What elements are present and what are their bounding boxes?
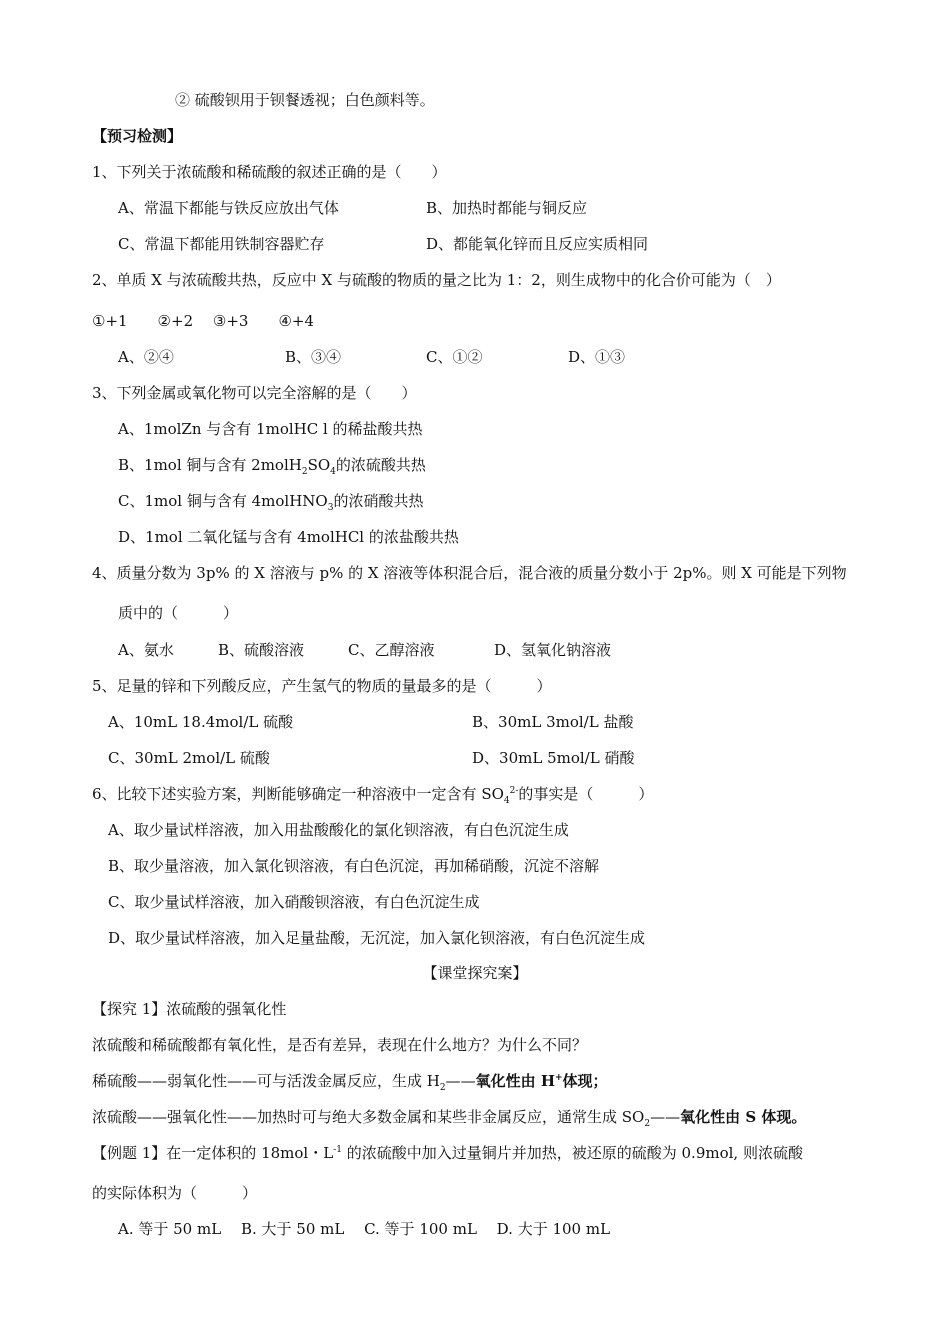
q5-option-c: C、30mL 2mol/L 硫酸 — [108, 749, 270, 767]
q1-option-b: B、加热时都能与铜反应 — [426, 199, 588, 217]
q3-option-b: B、1mol 铜与含有 $2molH_2SO_4$的浓硫酸共热 — [118, 456, 426, 477]
intro-line: ② 硫酸钡用于钡餐透视；白色颜料等。 — [175, 91, 435, 109]
explore1-question: 浓硫酸和稀硫酸都有氧化性，是否有差异，表现在什么地方？为什么不同？ — [92, 1036, 588, 1054]
example1-line1: 【例题 1】在一定体积的 18mol・$L^{-1}$ 的浓硫酸中加入过量铜片并加热，被还原的硫酸为 0.9mol, 则浓硫酸 — [92, 1144, 803, 1162]
q4-option-d: D、氢氧化钠溶液 — [494, 641, 612, 659]
q6-stem: 6、比较下述实验方案，判断能够确定一种溶液中一定含有 $SO_4^{2-}$的事实是（ ） — [92, 785, 654, 806]
q2-option-b: B、③④ — [285, 348, 342, 366]
explore1-dilute-line: 稀硫酸——弱氧化性——可与活泼金属反应，生成 $H_2——$氧化性由 H+体现； — [92, 1072, 608, 1093]
q5-option-a: A、10mL 18.4mol/L 硫酸 — [108, 713, 294, 731]
q1-option-c: C、常温下都能用铁制容器贮存 — [118, 235, 325, 253]
q2-stem: 2、单质 X 与浓硫酸共热，反应中 X 与硫酸的物质的量之比为 1：2，则生成物中的化合价可能为（ ） — [92, 271, 781, 289]
example1-options: A. 等于 50 mL B. 大于 50 mL C. 等于 100 mL D. 大于 100 mL — [118, 1220, 611, 1238]
q4-option-a: A、氨水 — [118, 641, 174, 659]
q3-stem: 3、下列金属或氧化物可以完全溶解的是（ ） — [92, 384, 417, 402]
q3-option-c: C、1mol 铜与含有 4molHNO$_3$的浓硝酸共热 — [118, 492, 424, 513]
q2-values: ①+1 ②+2 ③+3 ④+4 — [92, 312, 315, 330]
q6-option-a: A、取少量试样溶液，加入用盐酸酸化的氯化钡溶液，有白色沉淀生成 — [108, 821, 569, 839]
q5-option-d: D、30mL 5mol/L 硝酸 — [472, 749, 635, 767]
q6-option-b: B、取少量溶液，加入氯化钡溶液，有白色沉淀，再加稀硝酸，沉淀不溶解 — [108, 857, 600, 875]
q5-option-b: B、30mL 3mol/L 盐酸 — [472, 713, 634, 731]
explore1-concentrated-line: 浓硫酸——强氧化性——加热时可与绝大多数金属和某些非金属反应，通常生成 $SO_2——$氧化性由 S 体现。 — [92, 1108, 807, 1129]
q4-stem: 4、质量分数为 3p% 的 X 溶液与 p% 的 X 溶液等体积混合后，混合液的质量分数小于 2p%。则 X 可能是下列物 — [92, 564, 847, 582]
q1-option-a: A、常温下都能与铁反应放出气体 — [118, 199, 339, 217]
q4-option-c: C、乙醇溶液 — [348, 641, 435, 659]
class-heading: 【课堂探究案】 — [422, 964, 528, 982]
example1-line2: 的实际体积为（ ） — [92, 1184, 258, 1202]
q1-stem: 1、下列关于浓硫酸和稀硫酸的叙述正确的是（ ） — [92, 163, 447, 181]
q1-option-d: D、都能氧化锌而且反应实质相同 — [426, 235, 649, 253]
q6-option-c: C、取少量试样溶液，加入硝酸钡溶液，有白色沉淀生成 — [108, 893, 480, 911]
q2-option-d: D、①③ — [568, 348, 626, 366]
q3-option-a: A、1molZn 与含有 1molHC l 的稀盐酸共热 — [118, 420, 423, 438]
q2-option-c: C、①② — [426, 348, 483, 366]
q5-stem: 5、足量的锌和下列酸反应，产生氢气的物质的量最多的是（ ） — [92, 677, 552, 695]
q6-option-d: D、取少量试样溶液，加入足量盐酸，无沉淀，加入氯化钡溶液，有白色沉淀生成 — [108, 929, 646, 947]
preview-heading: 【预习检测】 — [92, 127, 183, 145]
q4-option-b: B、硫酸溶液 — [218, 641, 305, 659]
q4-stem-continued: 质中的（ ） — [118, 604, 239, 622]
q2-option-a: A、②④ — [118, 348, 174, 366]
explore1-title: 【探究 1】浓硫酸的强氧化性 — [92, 1000, 287, 1018]
q3-option-d: D、1mol 二氧化锰与含有 4molHCl 的浓盐酸共热 — [118, 528, 459, 546]
